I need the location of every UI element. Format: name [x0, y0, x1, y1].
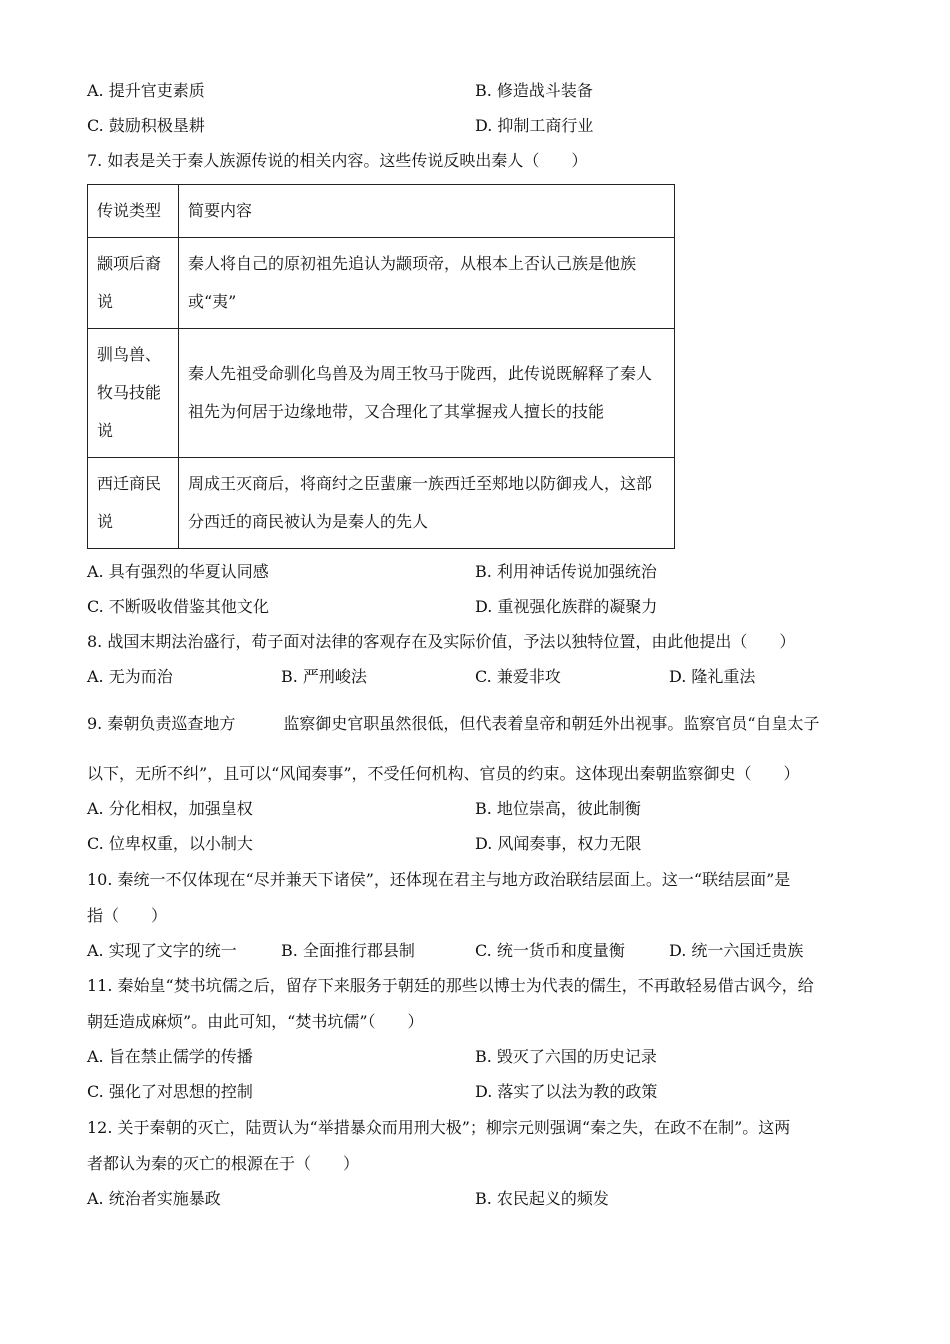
q8-option-c: C. 兼爱非攻	[475, 667, 561, 686]
table-header-row	[88, 185, 675, 238]
q8-stem: 8. 战国末期法治盛行，荀子面对法律的客观存在及实际价值，予法以独特位置，由此他提出（ ）	[87, 632, 796, 651]
q10-option-b: B. 全面推行郡县制	[281, 941, 415, 960]
q10-option-a: A. 实现了文字的统一	[87, 941, 237, 960]
q7-option-c: C. 不断吸收借鉴其他文化	[87, 597, 269, 616]
q11-stem-line2: 朝廷造成麻烦”。由此可知，“焚书坑儒”（ ）	[87, 1012, 424, 1031]
q9-stem-line2: 以下，无所不纠”，且可以“风闻奏事”，不受任何机构、官员的约束。这体现出秦朝监察御史（ ）	[87, 764, 800, 783]
q7-option-b: B. 利用神话传说加强统治	[475, 562, 657, 581]
q9-option-b: B. 地位崇高，彼此制衡	[475, 799, 641, 818]
table-row	[88, 329, 675, 458]
q11-option-a: A. 旨在禁止儒学的传播	[87, 1047, 253, 1066]
q7-stem: 7. 如表是关于秦人族源传说的相关内容。这些传说反映出秦人（ ）	[87, 151, 588, 170]
q9-option-d: D. 风闻奏事，权力无限	[475, 834, 642, 853]
q10-option-c: C. 统一货币和度量衡	[475, 941, 625, 960]
table-row	[88, 458, 675, 549]
table-header-content: 简要内容	[179, 185, 675, 238]
table-header-type: 传说类型	[88, 185, 179, 238]
table-cell-type: 西迁商民说	[88, 458, 179, 549]
q7-legend-table	[87, 184, 675, 549]
q7-option-d: D. 重视强化族群的凝聚力	[475, 597, 658, 616]
table-cell-type: 驯鸟兽、牧马技能说	[88, 329, 179, 458]
q7-option-a: A. 具有强烈的华夏认同感	[87, 562, 269, 581]
q8-option-b: B. 严刑峻法	[281, 667, 367, 686]
q10-stem-line2: 指（ ）	[87, 906, 168, 925]
q10-option-d: D. 统一六国迁贵族	[669, 941, 804, 960]
table-cell-content: 周成王灭商后，将商纣之臣蜚廉一族西迁至郏地以防御戎人，这部分西迁的商民被认为是秦人的先人	[179, 458, 675, 549]
q10-stem-line1: 10. 秦统一不仅体现在“尽并兼天下诸侯”，还体现在君主与地方政治联结层面上。这一“联结层面”是	[87, 870, 791, 889]
table-row	[88, 238, 675, 329]
q12-stem-line1: 12. 关于秦朝的灭亡，陆贾认为“举措暴众而用刑大极”；柳宗元则强调“秦之失，在政不在制”。这两	[87, 1118, 791, 1137]
q11-option-c: C. 强化了对思想的控制	[87, 1082, 253, 1101]
q11-option-b: B. 毁灭了六国的历史记录	[475, 1047, 657, 1066]
table-cell-content: 秦人将自己的原初祖先追认为颛顼帝，从根本上否认己族是他族或“夷”	[179, 238, 675, 329]
q6-option-a: A. 提升官吏素质	[87, 81, 205, 100]
q8-option-a: A. 无为而治	[87, 667, 173, 686]
q6-option-d: D. 抑制工商行业	[475, 116, 594, 135]
table-cell-type: 颛项后裔说	[88, 238, 179, 329]
table-cell-content: 秦人先祖受命驯化鸟兽及为周王牧马于陇西，此传说既解释了秦人祖先为何居于边缘地带，又合理化了其掌握戎人擅长的技能	[179, 329, 675, 458]
q9-option-a: A. 分化相权，加强皇权	[87, 799, 253, 818]
q6-option-c: C. 鼓励积极垦耕	[87, 116, 205, 135]
q12-option-b: B. 农民起义的频发	[475, 1189, 609, 1208]
q8-option-d: D. 隆礼重法	[669, 667, 756, 686]
q11-stem-line1: 11. 秦始皇“焚书坑儒之后，留存下来服务于朝廷的那些以博士为代表的儒生，不再敢轻易借古讽今，给	[87, 976, 814, 995]
q9-stem-line1: 9. 秦朝负责巡查地方 监察御史官职虽然很低，但代表着皇帝和朝廷外出视事。监察官员“自皇太子	[87, 714, 820, 733]
q11-option-d: D. 落实了以法为教的政策	[475, 1082, 658, 1101]
q9-option-c: C. 位卑权重，以小制大	[87, 834, 253, 853]
q12-option-a: A. 统治者实施暴政	[87, 1189, 221, 1208]
q6-option-b: B. 修造战斗装备	[475, 81, 593, 100]
q12-stem-line2: 者都认为秦的灭亡的根源在于（ ）	[87, 1154, 360, 1173]
